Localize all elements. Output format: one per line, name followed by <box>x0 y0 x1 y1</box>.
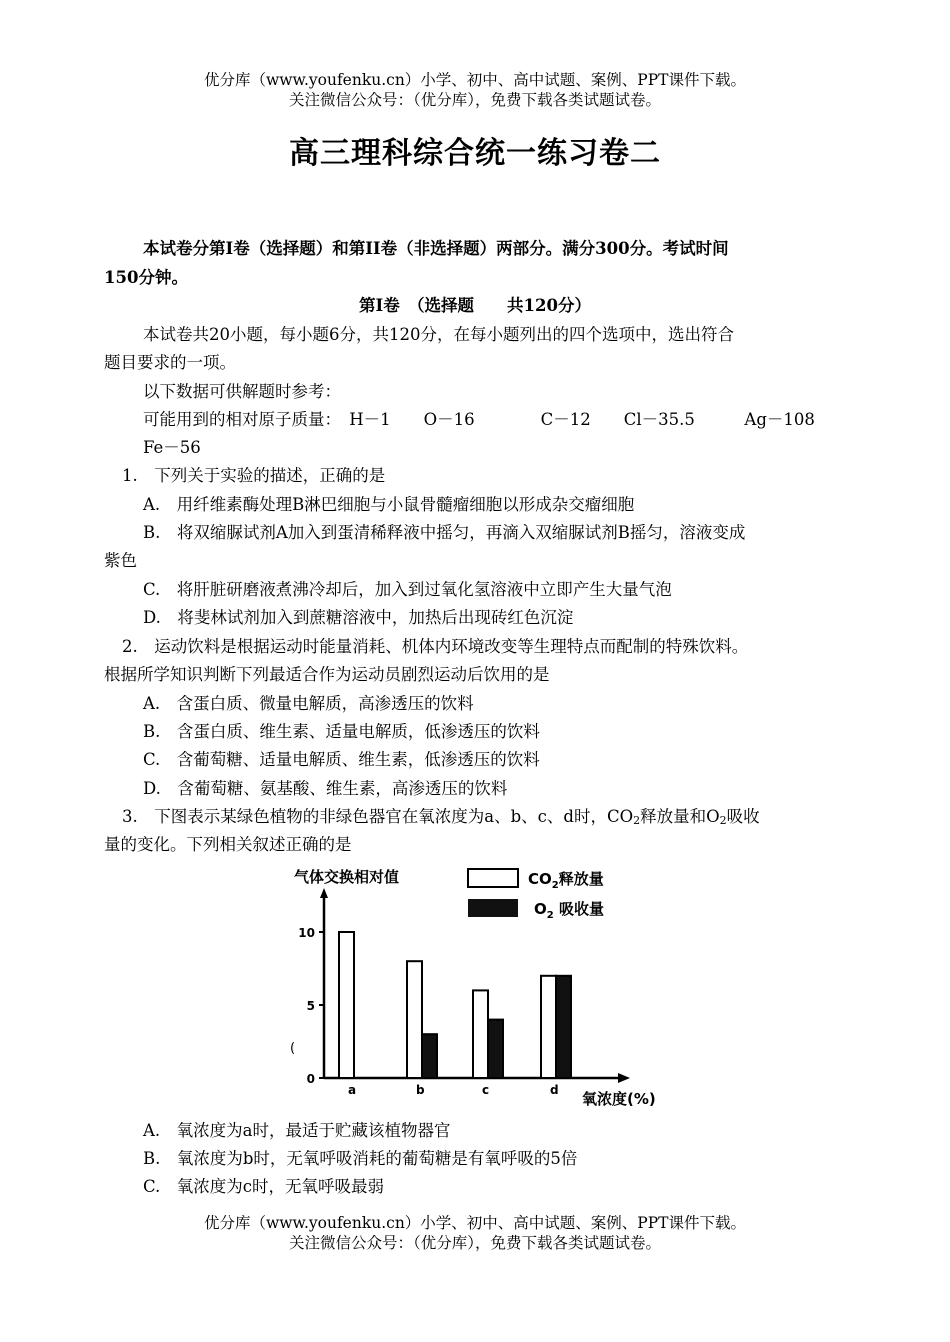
bar-o2-c <box>488 1020 503 1078</box>
y-margin-mark: ( <box>290 1041 296 1056</box>
header-line-1: 优分库（www.youfenku.cn）小学、初中、高中试题、案例、PPT课件下载。 <box>203 71 747 89</box>
x-tick-label: d <box>550 1083 559 1097</box>
q1-stem: 1. 下列关于实验的描述，正确的是 <box>122 466 386 485</box>
header-line-2: 关注微信公众号：（优分库），免费下载各类试题试卷。 <box>288 91 661 109</box>
q3-option-a: A. 氧浓度为a时，最适于贮藏该植物器官 <box>143 1121 451 1140</box>
bar-co2-c <box>473 990 488 1078</box>
q3-option-c: C. 氧浓度为c时，无氧呼吸最弱 <box>143 1177 385 1196</box>
section-heading: 第Ⅰ卷 （选择题 共120分） <box>359 296 591 315</box>
q1-option-a: A. 用纤维素酶处理B淋巴细胞与小鼠骨髓瘤细胞以形成杂交瘤细胞 <box>143 495 635 514</box>
bar-co2-d <box>541 976 556 1078</box>
x-tick-label: b <box>416 1083 425 1097</box>
x-tick-label: c <box>482 1083 490 1097</box>
gas-exchange-bar-chart <box>282 862 672 1112</box>
q1-option-d: D. 将斐林试剂加入到蔗糖溶液中，加热后出现砖红色沉淀 <box>143 608 574 627</box>
section-desc-1: 本试卷共20小题，每小题6分，共120分，在每小题列出的四个选项中，选出符合 <box>143 325 734 344</box>
q2-stem-2: 根据所学知识判断下列最适合作为运动员剧烈运动后饮用的是 <box>104 665 550 684</box>
intro-line-2: 150分钟。 <box>104 268 188 287</box>
legend-co2-label: $CO_2$释放量 <box>528 870 604 891</box>
q3-stem-1: 3. 下图表示某绿色植物的非绿色器官在氧浓度为a、b、c、d时，$CO_2$释放量和$O_2$吸收 <box>122 807 760 827</box>
bar-o2-b <box>422 1034 437 1078</box>
x-axis-arrow <box>618 1073 630 1083</box>
chart-xlabel: 氧浓度(%) <box>582 1090 656 1108</box>
legend-o2-swatch <box>468 899 518 917</box>
reference-intro: 以下数据可供解题时参考： <box>143 382 341 401</box>
q1-option-b-cont: 紫色 <box>104 551 137 570</box>
intro-line-1: 本试卷分第Ⅰ卷（选择题）和第II卷（非选择题）两部分。满分300分。考试时间 <box>143 239 729 258</box>
y-tick-label: 10 <box>298 926 315 940</box>
q2-stem-1: 2. 运动饮料是根据运动时能量消耗、机体内环境改变等生理特点而配制的特殊饮料。 <box>122 637 749 656</box>
y-tick-label: 5 <box>306 999 315 1013</box>
q1-option-b: B. 将双缩脲试剂A加入到蛋清稀释液中摇匀，再滴入双缩脲试剂B摇匀，溶液变成 <box>143 523 746 542</box>
y-axis-arrow <box>320 888 328 898</box>
atomic-mass-line-1: 可能用到的相对原子质量： H－1 O－16 C－12 Cl－35.5 Ag－108 <box>143 410 815 429</box>
bar-o2-d <box>556 976 571 1078</box>
q2-option-a: A. 含蛋白质、微量电解质，高渗透压的饮料 <box>143 694 474 713</box>
q3-option-b: B. 氧浓度为b时，无氧呼吸消耗的葡萄糖是有氧呼吸的5倍 <box>143 1149 578 1168</box>
page-title: 高三理科综合统一练习卷二 <box>289 136 661 171</box>
q3-stem-2: 量的变化。下列相关叙述正确的是 <box>104 835 352 854</box>
x-tick-label: a <box>348 1083 357 1097</box>
legend-o2-label: $O_2$ 吸收量 <box>534 900 604 921</box>
y-tick-label: 0 <box>306 1072 315 1086</box>
q2-option-b: B. 含蛋白质、维生素、适量电解质，低渗透压的饮料 <box>143 722 540 741</box>
q1-option-c: C. 将肝脏研磨液煮沸冷却后，加入到过氧化氢溶液中立即产生大量气泡 <box>143 580 672 599</box>
legend-co2-swatch <box>468 869 518 887</box>
bar-co2-b <box>407 961 422 1078</box>
q2-option-c: C. 含葡萄糖、适量电解质、维生素，低渗透压的饮料 <box>143 750 540 769</box>
footer-line-1: 优分库（www.youfenku.cn）小学、初中、高中试题、案例、PPT课件下载。 <box>203 1214 747 1232</box>
chart-ylabel: 气体交换相对值 <box>294 868 400 886</box>
bar-co2-a <box>339 932 354 1078</box>
atomic-mass-line-2: Fe－56 <box>143 438 201 457</box>
footer-line-2: 关注微信公众号：（优分库），免费下载各类试题试卷。 <box>288 1234 661 1252</box>
section-desc-2: 题目要求的一项。 <box>104 353 236 372</box>
q2-option-d: D. 含葡萄糖、氨基酸、维生素，高渗透压的饮料 <box>143 779 508 798</box>
